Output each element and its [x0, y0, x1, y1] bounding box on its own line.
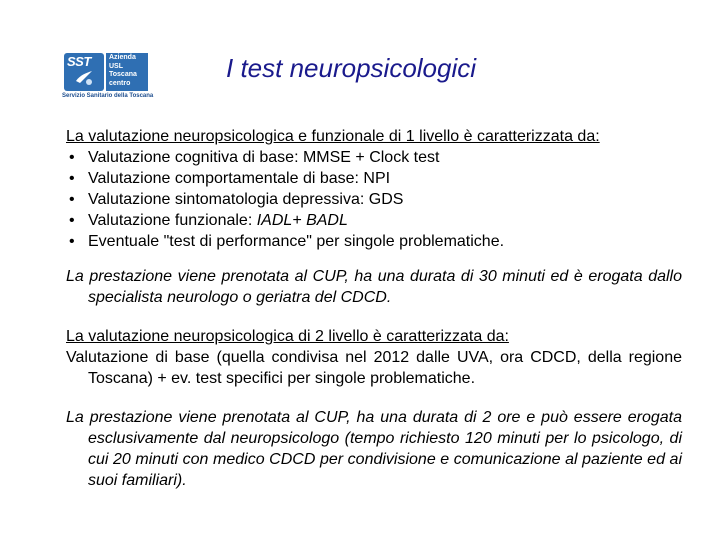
logo: [62, 51, 152, 103]
logo-line: USL: [109, 62, 123, 70]
logo-box: [106, 53, 148, 91]
sst-mark-text: SST: [67, 54, 91, 69]
logo-line: Toscana: [109, 71, 137, 78]
page-title: I test neuropsicologici: [226, 53, 477, 83]
logo-line: Azienda: [109, 54, 136, 61]
level1-booking-paragraph: La prestazione viene prenotata al CUP, ha una durata di 30 minuti ed è erogata dallo specialista neurologo o geriatra del CDCD.: [66, 268, 682, 306]
slide-body: [66, 126, 682, 491]
bullet-text: Valutazione sintomatologia depressiva: GDS: [88, 191, 404, 208]
bullet-text: Valutazione funzionale:: [88, 212, 257, 229]
level2-heading: La valutazione neuropsicologica di 2 livello è caratterizzata da:: [66, 328, 509, 345]
bullet-text: Eventuale "test di performance" per singole problematiche.: [88, 233, 505, 250]
bird-icon: [74, 67, 94, 87]
list-item: [66, 231, 682, 252]
bullet-glyph: •: [69, 149, 75, 166]
bullet-glyph: •: [69, 191, 75, 208]
logo-caption: Servizio Sanitario della Toscana: [62, 93, 154, 99]
bullet-glyph: •: [69, 233, 75, 250]
bullet-glyph: •: [69, 170, 75, 187]
logo-line: centro: [109, 79, 131, 87]
list-item: [66, 147, 682, 168]
level1-heading: La valutazione neuropsicologica e funzionale di 1 livello è caratterizzata da:: [66, 128, 600, 145]
sst-mark: [64, 53, 104, 91]
list-item: [66, 210, 682, 231]
list-item: [66, 168, 682, 189]
bullet-glyph: •: [69, 212, 75, 229]
bullet-text: Valutazione cognitiva di base: MMSE + Clock test: [88, 149, 440, 166]
level2-booking-paragraph: La prestazione viene prenotata al CUP, ha una durata di 2 ore e può essere erogata esclusivamente dal neuropsicologo (tempo richiesto 120 minuti per lo psicologo, di cui 20 minuti con medico CDCD per condivisione e comunicazione al paziente ed ai suoi familiari).: [66, 409, 682, 489]
level1-bullet-list: [66, 147, 682, 252]
level2-description: Valutazione di base (quella condivisa nel 2012 dalle UVA, ora CDCD, della regione Toscana) + ev. test specifici per singole problematiche.: [66, 349, 682, 387]
bullet-text-italic: IADL+ BADL: [256, 212, 348, 229]
bullet-text: Valutazione comportamentale di base: NPI: [88, 170, 391, 187]
list-item: [66, 189, 682, 210]
